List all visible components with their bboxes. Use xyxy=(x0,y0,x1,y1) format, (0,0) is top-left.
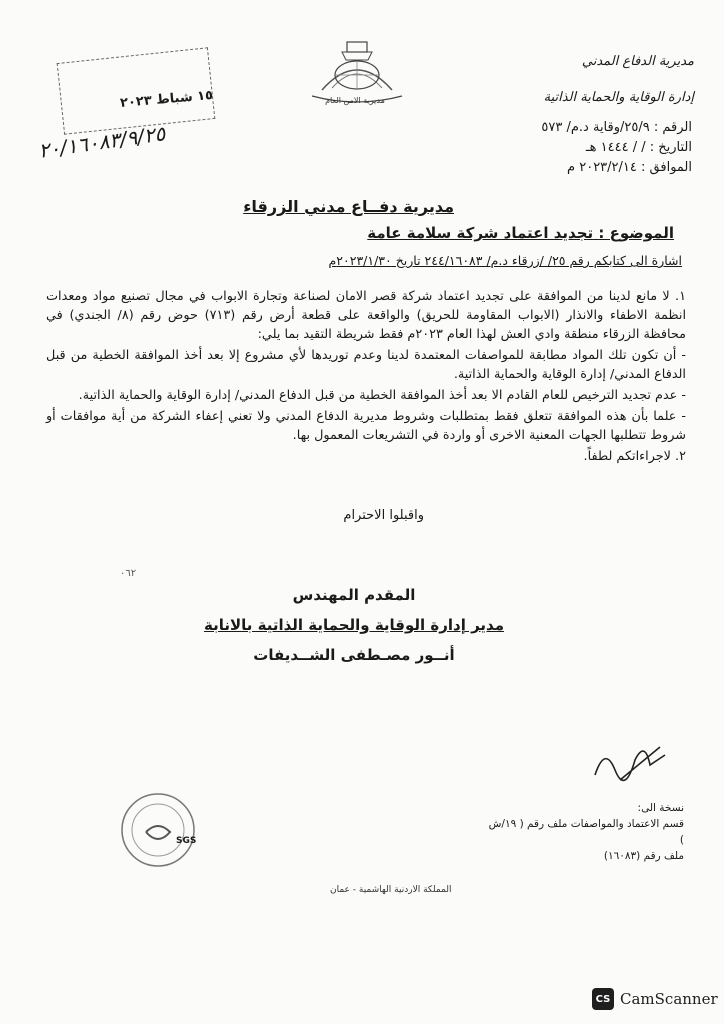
reference-line: اشارة الى كتابكم رقم ٢٥/ /زرقاء د.م/ ٢٤٤/١٦٠٨٣ تاريخ ٢٠٢٣/١/٣٠م xyxy=(328,253,682,268)
body-paragraph-1: ١. لا مانع لدينا من الموافقة على تجديد اعتماد شركة قصر الامان لصناعة وتجارة الابواب في مجال تصنيع مواد ومعدات انظمة الاطفاء والانذار (الابواب المقاومة للحريق) والواقعة على قطعة أرض رقم (٧١٣) حوض رقم (٨/ الجندي) في محافظة الزرقاء منطقة وادي العش لهذا العام ٢٠٢٣م فقط شريطة التقيد بما يلي: xyxy=(46,289,687,342)
small-number: ٠٦٢ xyxy=(120,568,137,579)
stamp-date: ١٥ شباط ٢٠٢٣ xyxy=(119,87,214,112)
copies-line-2: ملف رقم (١٦٠٨٣) xyxy=(603,850,684,862)
reference-number-label: الرقم : xyxy=(653,120,692,135)
letter-body xyxy=(46,287,686,468)
reference-number-value: ٢٥/٩/وقاية د.م/ ٥٧٣ xyxy=(541,120,650,135)
reference-number-row xyxy=(442,118,692,138)
camscanner-label: CamScanner xyxy=(620,990,718,1008)
department-name: إدارة الوقاية والحماية الذاتية xyxy=(543,90,694,105)
emblem-caption: مديرية الامن العام xyxy=(325,96,385,105)
sgs-certification-seal-icon xyxy=(118,790,198,870)
signature-block xyxy=(174,580,534,670)
reference-hijri-row xyxy=(442,138,692,158)
addressee-title: مديرية دفــاع مدني الزرقاء xyxy=(243,197,454,216)
directorate-name: مديرية الدفاع المدني xyxy=(581,54,694,69)
subject-line xyxy=(367,224,674,242)
handwritten-reference: ٢٠/١٦٠٨٣/٩/٢٥ xyxy=(36,121,167,163)
sgs-label: SGS xyxy=(176,836,197,846)
copies-block xyxy=(484,800,684,864)
camscanner-watermark xyxy=(592,988,718,1010)
footer-note: المملكة الاردنية الهاشمية - عمان xyxy=(330,885,452,895)
signatory-rank: المقدم المهندس xyxy=(292,586,416,604)
reference-date-label: التاريخ : xyxy=(649,140,692,155)
closing-regards: واقبلوا الاحترام xyxy=(343,508,424,523)
copies-line-1: قسم الاعتماد والمواصفات ملف رقم ( ١٩/ش ) xyxy=(488,818,684,846)
reference-gregorian-value: ٢٠٢٣/٢/١٤ م xyxy=(567,160,637,175)
copies-heading: نسخة الى: xyxy=(637,802,684,814)
body-condition-2: - عدم تجديد الترخيص للعام القادم الا بعد أخذ الموافقة الخطية من قبل الدفاع المدني/ إدارة الوقاية والحماية الذاتية. xyxy=(78,388,686,403)
camscanner-logo-icon: CS xyxy=(592,988,614,1010)
body-condition-1: - أن تكون تلك المواد مطابقة للمواصفات المعتمدة لدينا وعدم توريدها لأي مشروع إلا بعد أخذ الموافقة الخطية من قبل الدفاع المدني/ إدارة الوقاية والحماية الذاتية. xyxy=(46,348,686,382)
signatory-name: أنــور مصـطفى الشــديفات xyxy=(253,646,455,664)
body-paragraph-2: ٢. لاجراءاتكم لطفاً. xyxy=(583,449,686,464)
reference-gregorian-row xyxy=(442,158,692,178)
reference-date-value: / / ١٤٤٤ هـ xyxy=(585,140,646,155)
reference-block xyxy=(442,118,692,178)
subject-text: تجديد اعتماد شركة سلامة عامة xyxy=(367,224,594,242)
reference-gregorian-label: الموافق : xyxy=(641,160,692,175)
subject-label: الموضوع : xyxy=(598,224,674,242)
header-block xyxy=(524,44,694,116)
signatory-title: مدير إدارة الوقاية والحماية الذاتية بالانابة xyxy=(203,616,505,634)
body-condition-3: - علما بأن هذه الموافقة تتعلق فقط بمتطلبات وشروط مديرية الدفاع المدني ولا تعني إعفاء الشركة من أية موافقات أو شروط تتطلبها الجهات المعنية الاخرى أو واردة في التشريعات المعمول بها. xyxy=(46,409,686,443)
handwritten-signature-icon xyxy=(590,735,670,785)
